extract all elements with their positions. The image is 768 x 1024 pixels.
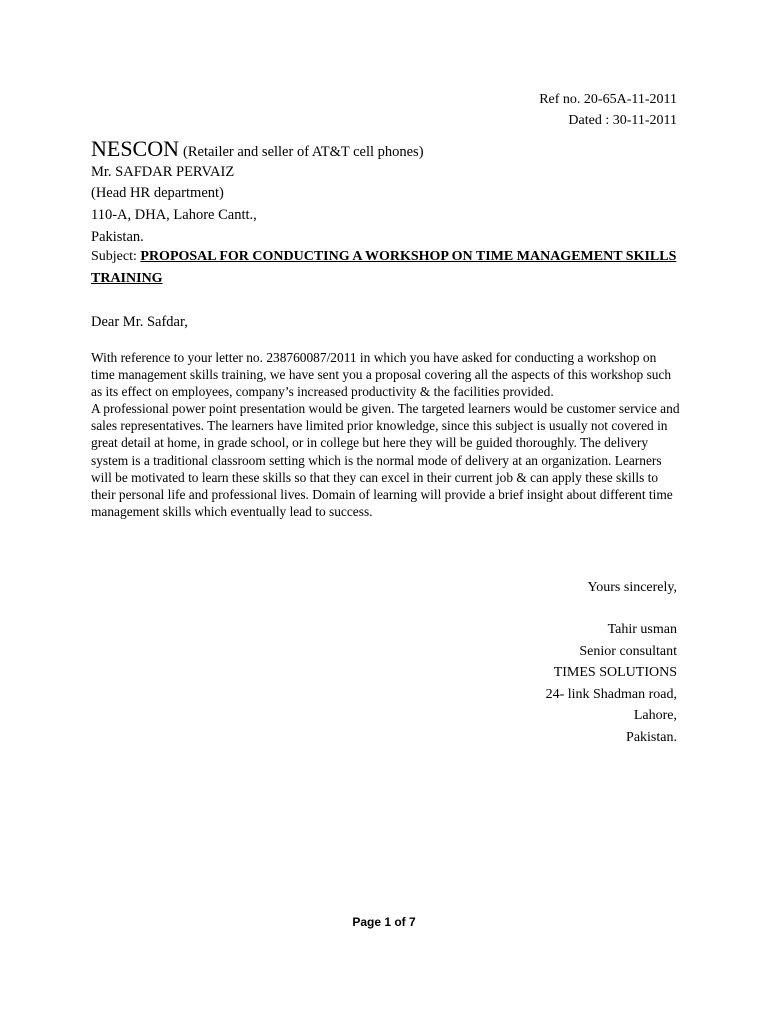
body-paragraph-1: With reference to your letter no. 238760087/2011 in which you have asked for conducting a workshop on time management skills training, we have sent you a proposal covering all the aspects of this workshop such as its effect on employees, company’s increased productivity & the facilities provided. [91,350,672,400]
reference-number: Ref no. 20-65A-11-2011 [539,92,677,107]
subject-label: Subject: [91,249,137,264]
letter-body [91,349,681,520]
signer-company: TIMES SOLUTIONS [553,665,677,680]
closing: Yours sincerely, [587,580,677,595]
recipient-company-description: (Retailer and seller of AT&T cell phones) [183,144,424,160]
signer-address-line1: 24- link Shadman road, [545,687,677,702]
signer-address-line3: Pakistan. [626,730,677,745]
greeting: Dear Mr. Safdar, [91,314,188,330]
recipient-company-name: NESCON [91,136,180,161]
subject-line [91,246,681,290]
body-paragraph-2: A professional power point presentation would be given. The targeted learners would be customer service and sales representatives. The learners have limited prior knowledge, since this subject is usually not covered in great detail at home, in grade school, or in college but here they will be guided thoroughly. The delivery system is a traditional classroom setting which is the normal mode of delivery at an organization. Learners will be motivated to learn these skills so that they can excel in their current job & can apply these skills to their personal life and professional lives. Domain of learning will provide a brief insight about different time management skills which eventually lead to success. [91,401,680,519]
page-number: Page 1 of 7 [352,915,416,929]
recipient-address-line2: Pakistan. [91,229,144,245]
recipient-address-line1: 110-A, DHA, Lahore Cantt., [91,207,257,223]
date-line: Dated : 30-11-2011 [568,113,677,128]
signer-address-line2: Lahore, [633,708,677,723]
signer-name: Tahir usman [607,622,677,637]
subject-text: PROPOSAL FOR CONDUCTING A WORKSHOP ON TIME MANAGEMENT SKILLS TRAINING [91,249,677,286]
signer-title: Senior consultant [579,644,677,659]
recipient-name: Mr. SAFDAR PERVAIZ [91,164,235,180]
recipient-position: (Head HR department) [91,185,224,201]
